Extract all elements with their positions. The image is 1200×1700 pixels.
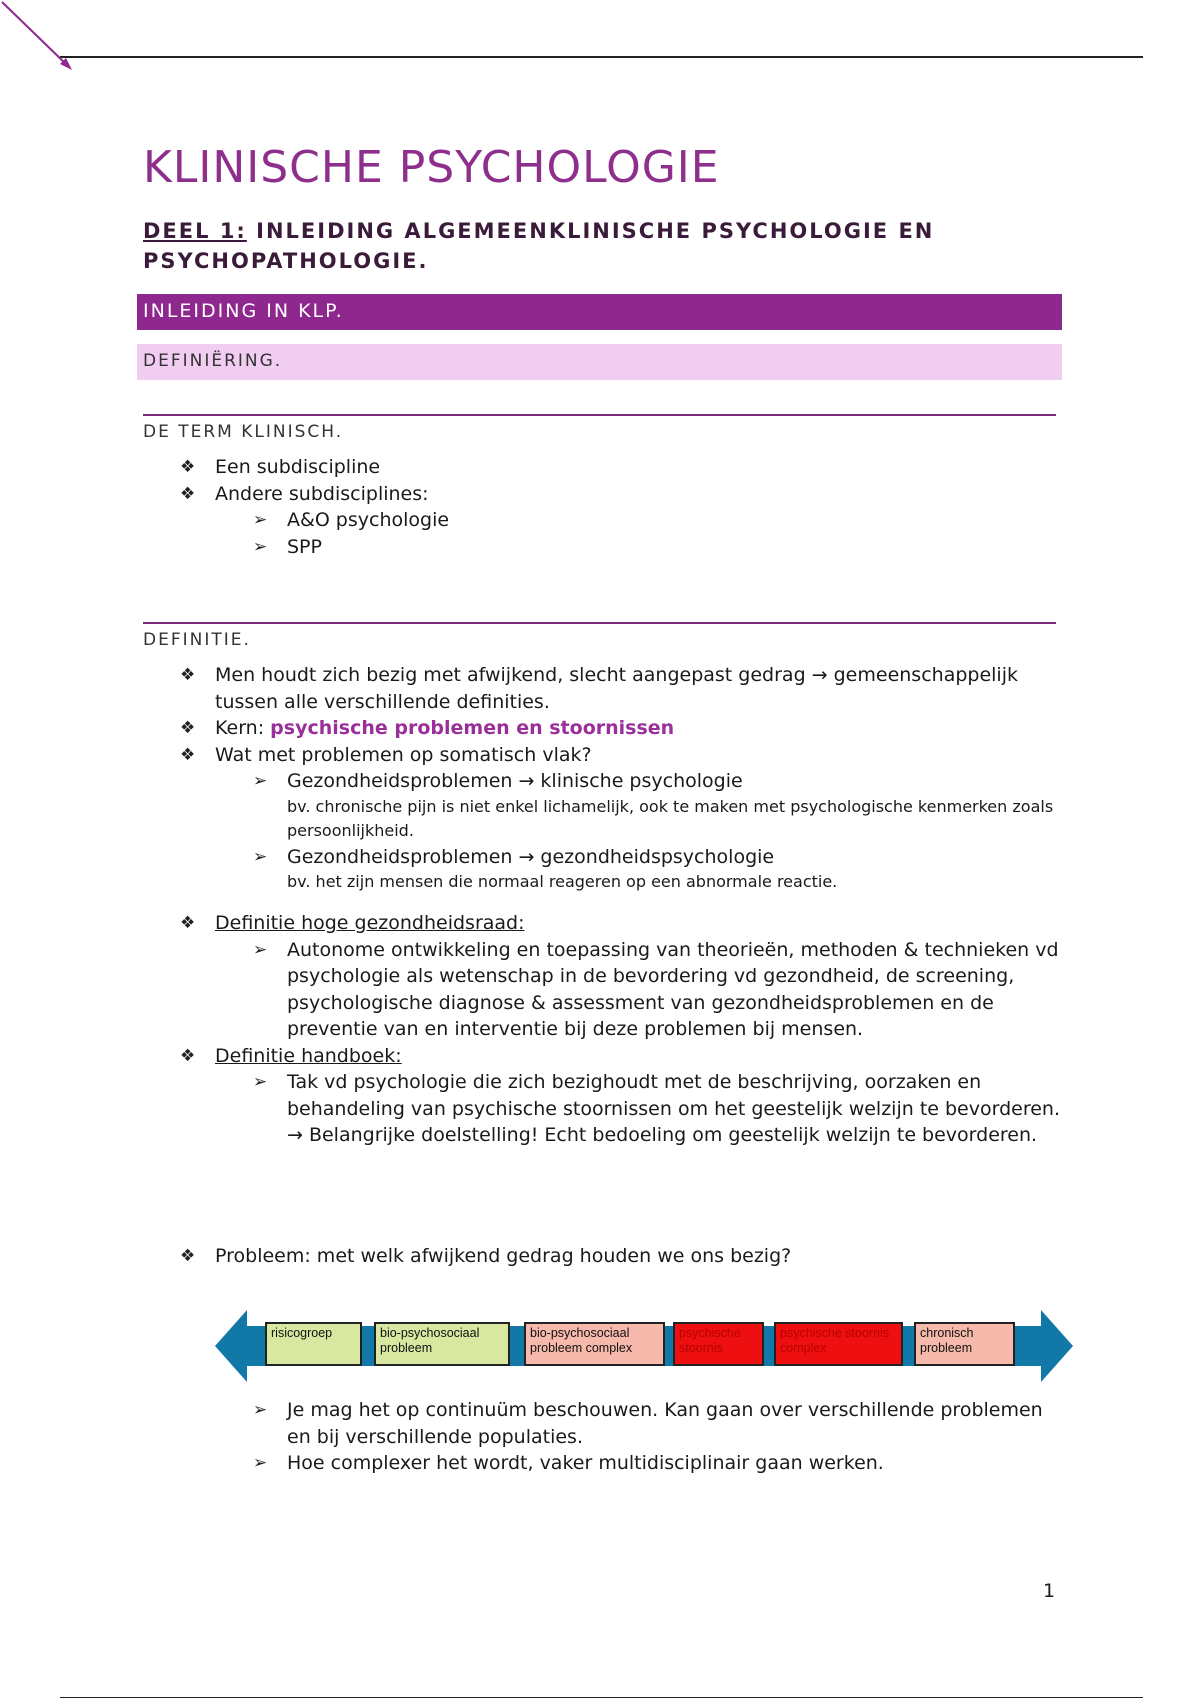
continuum-box-risicogroep: risicogroep [265, 1322, 362, 1366]
arrow-bullet-icon: ➢ [253, 1453, 268, 1473]
diamond-bullet-icon: ❖ [180, 1045, 196, 1066]
definition-list-4 [143, 1397, 1063, 1477]
part-heading [143, 216, 1063, 276]
document-title: KLINISCHE PSYCHOLOGIE [143, 142, 720, 193]
arrow-bullet-icon: ➢ [253, 1072, 268, 1092]
arrow-bullet-icon: ➢ [253, 510, 268, 530]
diamond-bullet-icon: ❖ [180, 457, 196, 477]
heading-1-bar: INLEIDING IN KLP. [137, 294, 1062, 330]
sub-list-item: ➢ A&O psychologie [143, 507, 1063, 534]
key-phrase: psychische problemen en stoornissen [270, 717, 675, 739]
definition-list-2 [143, 910, 1063, 1149]
diamond-bullet-icon: ❖ [180, 913, 196, 933]
diamond-bullet-icon: ❖ [180, 744, 196, 765]
list-item: ❖ Men houdt zich bezig met afwijkend, slecht aangepast gedrag → gemeenschappelijk tussen alle verschillende definities. [180, 664, 1018, 713]
definition-list-3 [143, 1243, 1063, 1270]
problem-continuum-diagram [215, 1308, 1073, 1386]
sub-list-item: ➢ Gezondheidsproblemen → gezondheidspsychologie bv. het zijn mensen die normaal reageren op een abnormale reactie. [143, 844, 1063, 895]
arrow-bullet-icon: ➢ [253, 939, 268, 960]
arrow-bullet-icon: ➢ [253, 536, 268, 557]
list-item: ❖ Andere subdisciplines: [143, 481, 1063, 508]
sub-list-item: ➢ Autonome ontwikkeling en toepassing van theorieën, methoden & technieken vd psychologie als wetenschap in de bevordering vd gezondheid, de screening, psychologische diagnose & assessment van gezondheidsproblemen en de preventie van en interventie bij deze problemen bij mensen. [253, 938, 1059, 1040]
heading-2-bar: DEFINIËRING. [137, 344, 1062, 380]
arrow-bullet-icon: ➢ [253, 771, 268, 791]
continuum-box-stoornis-complex: psychische stoornis complex [774, 1322, 903, 1366]
definition-list-1 [143, 662, 1063, 895]
list-item: ❖ Definitie hoge gezondheidsraad: [143, 910, 1063, 937]
corner-arrow-icon [0, 0, 80, 80]
part-label: DEEL 1: [143, 219, 247, 243]
term-list [143, 454, 1063, 560]
diamond-bullet-icon: ❖ [180, 483, 196, 504]
heading-definitie: DEFINITIE. [143, 622, 1056, 650]
arrow-bullet-icon: ➢ [253, 846, 268, 867]
sub-list-item: ➢ Gezondheidsproblemen → klinische psychologie bv. chronische pijn is niet enkel lichamelijk, ook te maken met psychologische kenmerken zoals persoonlijkheid. [143, 768, 1063, 844]
continuum-box-bps-probleem: bio-psychosociaal probleem [374, 1322, 510, 1366]
page-number: 1 [1043, 1580, 1056, 1602]
list-item: ❖ Definitie handboek: [143, 1043, 1063, 1070]
arrow-bullet-icon: ➢ [253, 1400, 268, 1420]
note-text: → Belangrijke doelstelling! Echt bedoeling om geestelijk welzijn te bevorderen. [287, 1124, 1038, 1146]
list-item: ❖ Wat met problemen op somatisch vlak? [143, 742, 1063, 769]
diamond-bullet-icon: ❖ [180, 665, 196, 685]
footer-rule [60, 1697, 1143, 1698]
continuum-box-chronisch: chronisch probleem [914, 1322, 1015, 1366]
list-item: ❖ Kern: psychische problemen en stoornissen [143, 715, 1063, 742]
list-item: ❖ Probleem: met welk afwijkend gedrag houden we ons bezig? [143, 1243, 1063, 1270]
example-note: bv. chronische pijn is niet enkel lichamelijk, ook te maken met psychologische kenmerken zoals persoonlijkheid. [287, 796, 1054, 840]
header-rule [60, 56, 1143, 58]
heading-term-klinisch: DE TERM KLINISCH. [143, 414, 1056, 442]
continuum-box-psychische-stoornis: psychische stoornis [673, 1322, 764, 1366]
continuum-box-bps-complex: bio-psychosociaal probleem complex [524, 1322, 665, 1366]
list-item: ❖ Een subdiscipline [143, 454, 1063, 481]
page-content [143, 140, 1063, 1474]
example-note: bv. het zijn mensen die normaal reageren op een abnormale reactie. [287, 872, 838, 891]
sub-list-item: ➢ Je mag het op continuüm beschouwen. Kan gaan over verschillende problemen en bij verschillende populaties. [253, 1399, 1043, 1448]
sub-list-item: ➢ Hoe complexer het wordt, vaker multidisciplinair gaan werken. [143, 1450, 1063, 1477]
sub-list-item: ➢ SPP [143, 534, 1063, 561]
sub-list-item: ➢ Tak vd psychologie die zich bezighoudt met de beschrijving, oorzaken en behandeling van psychische stoornissen om het geestelijk welzijn te bevorderen. → Belangrijke doelstelling! Echt bedoeling om geestelijk welzijn te bevorderen. [253, 1071, 1061, 1146]
diamond-bullet-icon: ❖ [180, 718, 196, 738]
part-text: INLEIDING ALGEMEENKLINISCHE PSYCHOLOGIE EN PSYCHOPATHOLOGIE. [143, 219, 935, 273]
diamond-bullet-icon: ❖ [180, 1246, 196, 1266]
